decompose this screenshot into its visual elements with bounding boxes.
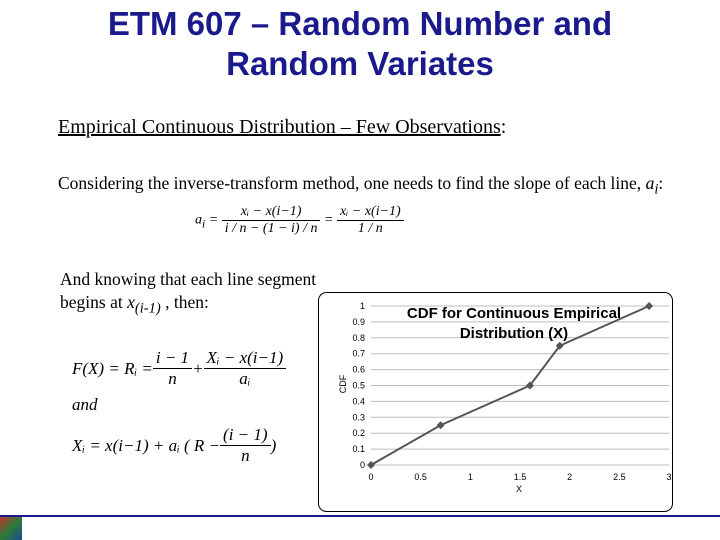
x-tick-label: 0.5 (414, 472, 427, 482)
segment-variable: x (127, 292, 135, 312)
x-tick-label: 1.5 (513, 472, 527, 482)
y-tick-label: 0.4 (352, 396, 365, 407)
x-axis-label: X (515, 484, 523, 494)
section-heading (58, 116, 506, 139)
x-tick-label: 3 (666, 472, 672, 482)
slope-equation (195, 204, 404, 237)
y-axis-label: CDF (338, 374, 348, 394)
x-tick-label: 2.5 (613, 472, 626, 482)
slope-variable: a (645, 173, 655, 193)
variate-eq-num: (i − 1) (223, 425, 268, 444)
y-tick-label: 0.5 (352, 380, 365, 391)
slope-eq-den-1: i / n − (1 − i) / n (222, 220, 321, 237)
variate-eq-end: ) (270, 435, 277, 455)
slope-eq-den-2: 1 / n (337, 220, 404, 237)
y-tick-label: 0.8 (352, 332, 365, 343)
slope-eq-fraction-2 (337, 204, 404, 237)
y-tick-label: 1 (359, 301, 365, 311)
cdf-eq-lhs: F(X) = Rᵢ = (72, 358, 153, 378)
y-tick-label: 0.7 (352, 348, 365, 359)
slope-eq-num-1: xᵢ − x(i−1) (240, 204, 302, 219)
y-tick-label: 0.1 (352, 444, 365, 455)
section-heading-colon: : (500, 116, 507, 138)
slope-eq-equals-1: = (205, 212, 222, 228)
y-axis-ticks (352, 301, 365, 470)
paragraph-slope-text: Considering the inverse-transform method, one needs to find the slope of each line, (58, 173, 646, 193)
y-tick-label: 0.6 (352, 364, 365, 375)
chart-title-line-1: CDF for Continuous Empirical (406, 305, 622, 322)
y-tick-label: 0 (359, 460, 365, 470)
paragraph-segment-text: And knowing that each line segment begins at (60, 269, 317, 312)
y-tick-label: 0.3 (352, 412, 365, 423)
bottom-rule (0, 515, 720, 517)
inverse-transform-equations (72, 348, 286, 466)
cdf-eq-fraction-a (153, 348, 192, 389)
cdf-eq-num-a: i − 1 (155, 348, 190, 367)
x-tick-label: 2 (567, 472, 573, 482)
y-tick-label: 0.2 (352, 428, 365, 439)
cdf-eq-den-a: n (153, 368, 192, 389)
segment-subscript: (i-1) (134, 300, 161, 317)
slope-eq-lhs-sub: i (202, 217, 206, 231)
cdf-equation-row (72, 348, 286, 389)
paragraph-segment (60, 268, 320, 321)
paragraph-slope-end: : (658, 173, 664, 193)
logo-icon (0, 517, 22, 540)
slope-subscript: i (654, 181, 659, 198)
variate-eq-lhs: Xᵢ = x(i−1) + aᵢ ( R − (72, 435, 221, 455)
chart-title-line-2: Distribution (X) (459, 325, 569, 342)
cdf-chart (318, 292, 720, 512)
paragraph-segment-end: , then: (160, 292, 209, 312)
slope-eq-num-2: xᵢ − x(i−1) (339, 204, 401, 219)
slope-eq-fraction-1 (222, 204, 321, 237)
cdf-eq-plus: + (192, 358, 204, 378)
cdf-eq-num-b: Xᵢ − x(i−1) (206, 348, 284, 367)
variate-eq-fraction (220, 425, 271, 466)
variate-eq-den: n (220, 445, 271, 466)
and-text: and (72, 395, 98, 414)
title-line-2: Random Variates (226, 45, 494, 82)
slope-eq-equals-2: = (323, 212, 337, 228)
x-tick-label: 1 (467, 472, 473, 482)
cdf-eq-fraction-b (204, 348, 287, 389)
section-heading-text: Empirical Continuous Distribution – Few Observations (58, 116, 501, 138)
and-row (72, 395, 286, 415)
paragraph-slope (58, 173, 668, 201)
slope-eq-lhs: a (195, 212, 202, 228)
y-tick-label: 0.9 (352, 316, 365, 327)
title-line-1: ETM 607 – Random Number and (107, 5, 613, 42)
cdf-chart-svg (318, 292, 720, 512)
x-tick-label: 0 (368, 472, 374, 482)
variate-equation-row (72, 425, 286, 466)
page-title (0, 4, 720, 84)
cdf-eq-den-b: aᵢ (204, 368, 287, 389)
